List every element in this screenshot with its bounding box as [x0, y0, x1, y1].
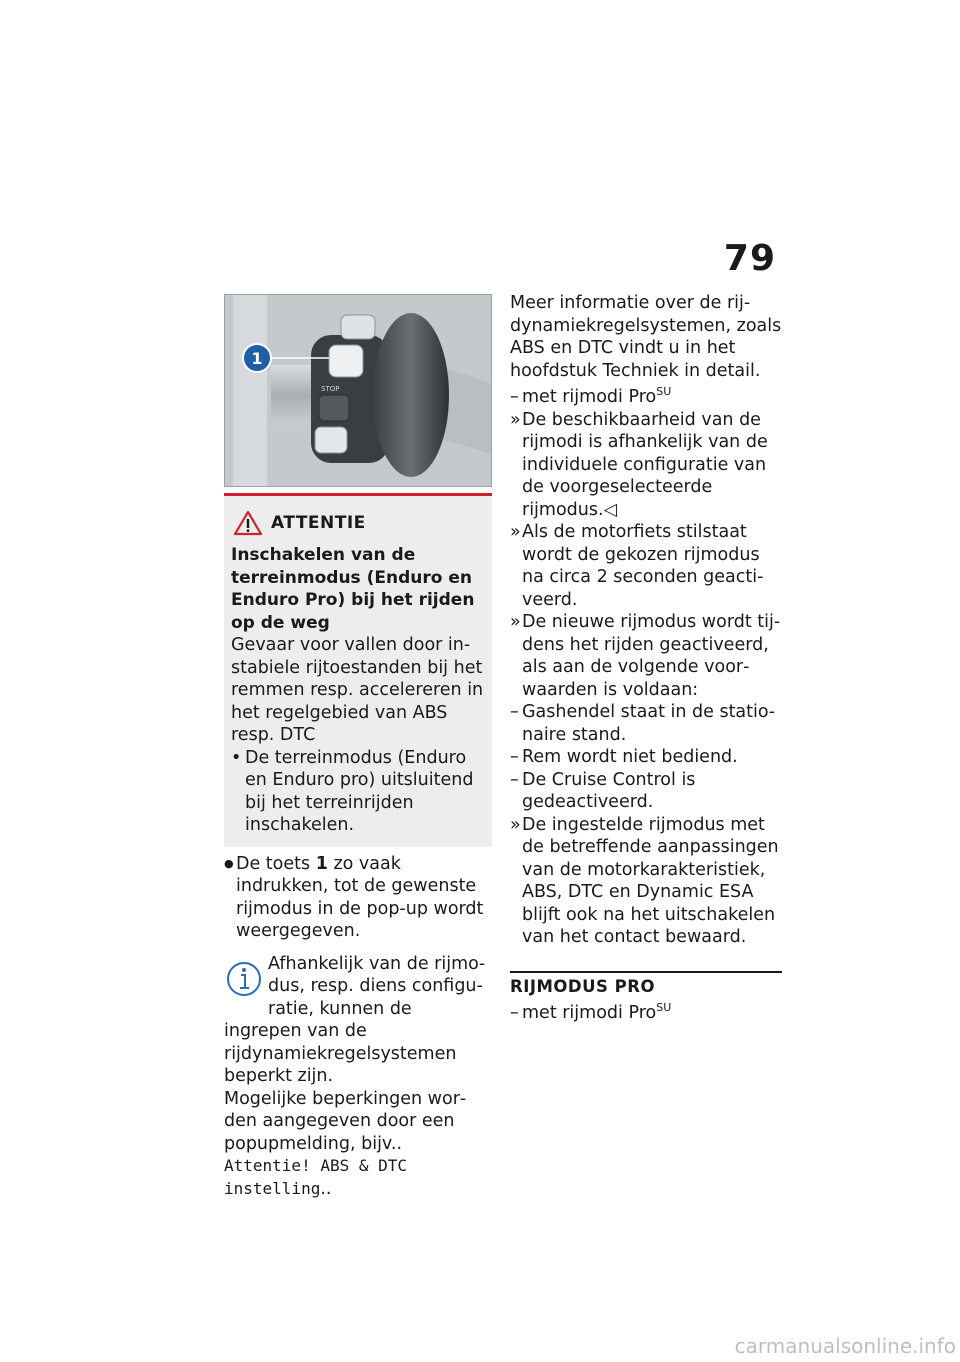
result-1: » De beschikbaarheid van de rijmodi is afhankelijk van de individuele configuratie van de voorgeselecteerde rijmodus.◁	[510, 409, 768, 520]
option-line-1: – met rijmodi Pro$^{SU}$	[510, 385, 672, 407]
option-2-sup: SU	[656, 1000, 672, 1014]
condition-2: – Rem wordt niet bediend.	[510, 746, 782, 769]
condition-3: – De Cruise Control is gedeactiveerd.	[510, 769, 782, 814]
stop-label: STOP	[321, 385, 340, 393]
instruction-key-ref: 1	[315, 853, 328, 874]
option-line-2: – met rijmodi Pro$^{SU}$	[510, 1000, 672, 1023]
result-2: » Als de motorfiets stilstaat wordt de gekozen rijmodus na circa 2 seconden geactiveerd.	[510, 521, 782, 611]
instruction-step	[224, 853, 492, 943]
warning-box	[224, 493, 492, 847]
condition-3-text: De Cruise Control is gedeactiveerd.	[522, 769, 696, 812]
result-3-text: De nieuwe rijmodus wordt tijdens het rijden geactiveerd, als aan de volgende voorwaarden is voldaan:	[522, 612, 781, 700]
footer-watermark: carmanualsonline.info	[734, 1334, 956, 1358]
instruction-text-post: zo vaak indrukken, tot de gewenste rijmodus in de pop-up wordt weergegeven.	[236, 853, 484, 941]
right-column	[510, 292, 782, 1024]
section-title: RIJMODUS PRO	[510, 976, 655, 996]
option-2-text: met rijmodi Pro	[522, 1002, 657, 1023]
step-dot-icon: ●	[224, 856, 234, 870]
option-1-sup: SU	[656, 385, 672, 399]
option-1-text: met rijmodi Pro	[522, 387, 657, 407]
instruction-text-pre: De toets	[236, 853, 316, 874]
handlebar-switch-photo	[224, 294, 492, 487]
page-number: 79	[723, 238, 776, 279]
intro-text: Meer informatie over de rijdynamiekregelsystemen, zoals ABS en DTC vindt u in het hoofdstuk Techniek in detail.	[510, 293, 782, 381]
left-column	[224, 294, 492, 1200]
result-3: » De nieuwe rijmodus wordt tijdens het rijden geactiveerd, als aan de volgende voorwaarden is voldaan:	[510, 612, 781, 700]
info-note	[224, 953, 492, 1088]
popup-note-end: ..	[320, 1178, 332, 1199]
warning-heading: Inschakelen van de terreinmodus (Enduro en Enduro Pro) bij het rijden op de weg	[231, 545, 475, 633]
popup-note	[224, 1088, 492, 1201]
end-marker-icon: ◁	[603, 499, 618, 520]
popup-message-code: Attentie! ABS & DTC instelling	[224, 1156, 408, 1198]
condition-1: – Gashendel staat in de stationaire stand.	[510, 701, 782, 746]
popup-note-text: Mogelijke beperkingen worden aangegeven door een popupmelding, bijv..	[224, 1088, 467, 1154]
result-4: » De ingestelde rijmodus met de betreffende aanpassingen van de motorkarakteristiek, ABS, DTC en Dynamic ESA blijft ook na het uitschakelen van het contact bewaard.	[510, 814, 782, 949]
warning-body: Gevaar voor vallen door instabiele rijtoestanden bij het remmen resp. accelereren in het regelgebied van ABS resp. DTC	[231, 635, 484, 745]
callout-1-label: 1	[251, 349, 263, 368]
info-note-text: Afhankelijk van de rijmodus, resp. diens configuratie, kunnen de ingrepen van de rijdynamiekregelsystemen beperkt zijn.	[224, 953, 486, 1086]
warning-bullet-text: De terreinmodus (Enduro en Enduro pro) uitsluitend bij het terreinrijden inschakelen.	[245, 747, 474, 835]
info-icon	[224, 957, 264, 1003]
result-1-text: De beschikbaarheid van de rijmodi is afhankelijk van de individuele configuratie van de voorgeselecteerde rijmodus.	[522, 409, 768, 520]
warning-triangle-icon	[233, 510, 263, 536]
warning-title: ATTENTIE	[271, 513, 366, 533]
condition-1-text: Gashendel staat in de stationaire stand.	[522, 702, 775, 745]
handlebar-switch-illustration	[225, 295, 492, 487]
condition-2-text: Rem wordt niet bediend.	[522, 747, 738, 767]
section-divider	[510, 971, 782, 996]
result-2-text: Als de motorfiets stilstaat wordt de gekozen rijmodus na circa 2 seconden geactiveerd.	[522, 522, 764, 610]
result-4-text: De ingestelde rijmodus met de betreffende aanpassingen van de motorkarakteristiek, ABS, DTC en Dynamic ESA blijft ook na het uitschakelen van het contact bewaard.	[522, 814, 779, 947]
warning-bullet: • De terreinmodus (Enduro en Enduro pro) uitsluitend bij het terreinrijden inschakelen.	[231, 747, 485, 837]
